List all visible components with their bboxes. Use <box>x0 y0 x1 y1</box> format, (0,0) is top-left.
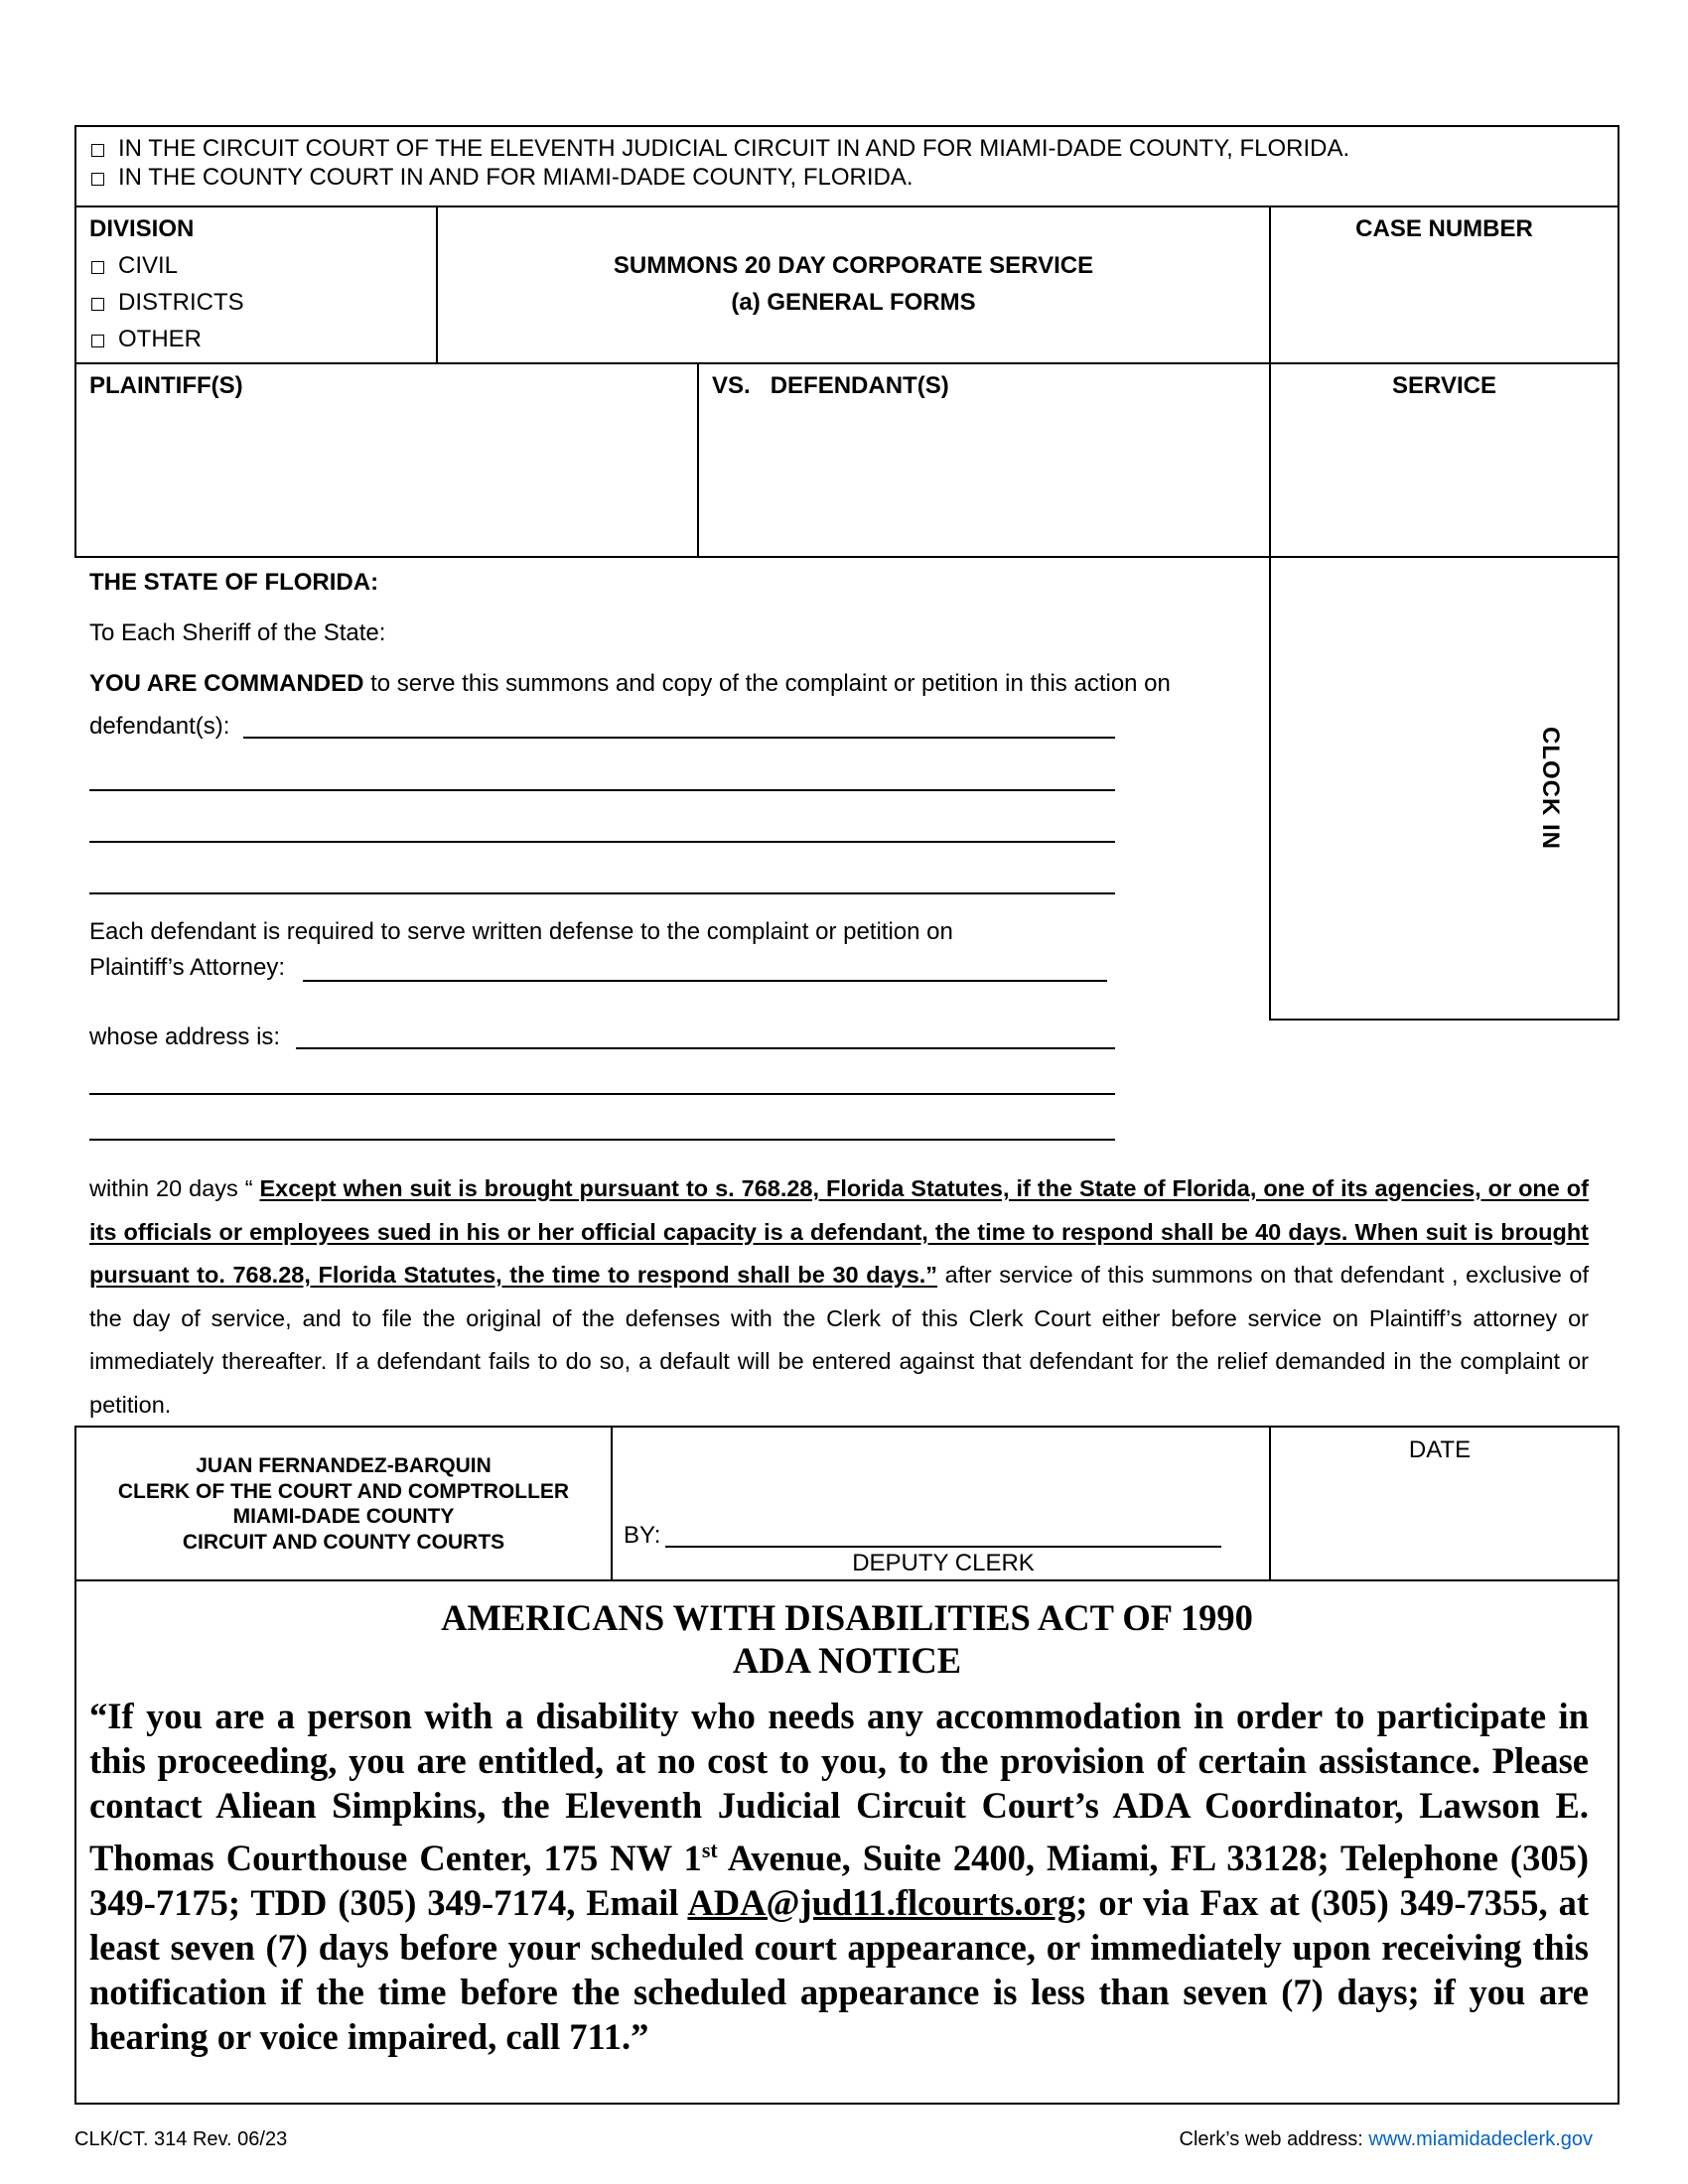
border-row2 <box>74 362 1619 364</box>
clerk-title: CLERK OF THE COURT AND COMPTROLLER <box>117 1479 570 1503</box>
form-title: SUMMONS 20 DAY CORPORATE SERVICE <box>613 252 1094 279</box>
division-option-civil[interactable]: CIVIL <box>91 251 178 280</box>
court-option-circuit[interactable]: IN THE CIRCUIT COURT OF THE ELEVENTH JUDICIAL CIRCUIT IN AND FOR MIAMI-DADE COUNTY, FLORIDA. <box>91 134 1349 163</box>
ada-text: “If you are a person with a disability who needs any accommodation in order to participate in this proceeding, you are entitled, at no cost to you, to the provision of certain assistance. Please contact Aliean Simpkins, the Eleventh Judicial Circuit Court’s ADA Coordinator, Lawson E. Thomas Courthouse Center, 175 NW 1st Avenue, Suite 2400, Miami, FL 33128; Telephone (305) 349-7175; TDD (305) 349-7174, Email ADA@jud11.flcourts.org; or via Fax at (305) 349-7355, at least seven (7) days before your scheduled court appearance, or immediately upon receiving this notification if the time before the scheduled appearance is less than seven (7) days; if you are hearing or voice impaired, call 711.” <box>89 1696 1589 2058</box>
attorney-input-line[interactable] <box>303 980 1107 982</box>
attorney-label: Plaintiff’s Attorney: <box>89 954 285 981</box>
date-label: DATE <box>1408 1436 1472 1463</box>
clerk-website-link[interactable]: www.miamidadeclerk.gov <box>1368 2128 1593 2150</box>
border-ada-bottom <box>74 2103 1619 2105</box>
defendants-input-line-4[interactable] <box>89 892 1115 894</box>
checkbox-districts[interactable] <box>91 298 104 311</box>
border-clerk-bottom <box>74 1579 1619 1581</box>
clerk-county: MIAMI-DADE COUNTY <box>232 1505 455 1528</box>
defendant-label: DEFENDANT(S) <box>770 372 949 399</box>
defendant-header <box>712 371 949 400</box>
state-heading: THE STATE OF FLORIDA: <box>89 569 379 596</box>
form-subtitle: (a) GENERAL FORMS <box>731 289 976 316</box>
case-number-field[interactable] <box>1281 248 1609 355</box>
defendant-field[interactable] <box>707 407 1263 551</box>
defendants-input-line-2[interactable] <box>89 789 1115 791</box>
checkbox-civil[interactable] <box>91 261 104 274</box>
court-option-county[interactable]: IN THE COUNTY COURT IN AND FOR MIAMI-DADE COUNTY, FLORIDA. <box>91 163 914 192</box>
border-col-division <box>436 205 438 362</box>
clerk-info <box>76 1453 611 1555</box>
clock-in-label: CLOCK IN <box>1537 727 1564 850</box>
border-left-top <box>74 125 76 558</box>
vs-label: VS. <box>712 372 751 399</box>
address-input-line-3[interactable] <box>89 1139 1115 1141</box>
border-row1 <box>74 205 1619 207</box>
ada-email-link[interactable]: ADA@jud11.flcourts.org <box>687 1882 1076 1924</box>
division-label: DIVISION <box>89 215 195 242</box>
border-right-top <box>1618 125 1619 1021</box>
web-address: Clerk’s web address: www.miamidadeclerk.gov <box>1179 2128 1593 2150</box>
address-label: whose address is: <box>89 1024 281 1050</box>
defendants-input-line-1[interactable] <box>243 737 1115 739</box>
checkbox-other[interactable] <box>91 335 104 347</box>
address-input-line-1[interactable] <box>296 1047 1115 1049</box>
division-option-districts[interactable]: DISTRICTS <box>91 288 244 317</box>
border-col-clerk <box>611 1426 613 1579</box>
deputy-signature-line[interactable] <box>665 1546 1221 1548</box>
by-label: BY: <box>624 1522 661 1549</box>
defendants-input-line-3[interactable] <box>89 841 1115 843</box>
case-number-label: CASE NUMBER <box>1355 215 1533 242</box>
border-col-vs <box>697 362 699 556</box>
response-paragraph: within 20 days “ Except when suit is brought pursuant to s. 768.28, Florida Statutes, if the State of Florida, one of its agencies, or one of its officials or employees sued in his or her official capacity is a defendant, the time to respond shall be 40 days. When suit is brought pursuant to. 768.28, Florida Statutes, the time to respond shall be 30 days.” after service of this summons on that defendant , exclusive of the day of service, and to file the original of the defenses with the Clerk of this Clerk Court either before service on Plaintiff’s attorney or immediately thereafter. If a defendant fails to do so, a default will be entered against that defendant for the relief demanded in the complaint or petition. <box>89 1175 1589 1418</box>
border-row3 <box>74 556 1619 558</box>
clerk-courts: CIRCUIT AND COUNTY COURTS <box>182 1530 505 1554</box>
sheriff-line: To Each Sheriff of the State: <box>89 619 386 646</box>
form-id: CLK/CT. 314 Rev. 06/23 <box>74 2128 288 2150</box>
deputy-clerk-label: DEPUTY CLERK <box>852 1550 1035 1576</box>
checkbox-circuit[interactable] <box>91 144 104 157</box>
checkbox-county[interactable] <box>91 173 104 186</box>
clerk-name: JUAN FERNANDEZ-BARQUIN <box>196 1454 492 1477</box>
border-top <box>74 125 1619 127</box>
border-clockin-bottom <box>1269 1019 1619 1021</box>
service-label: SERVICE <box>1392 372 1496 399</box>
commanded-line: YOU ARE COMMANDED to serve this summons and copy of the complaint or petition in this action on <box>89 670 1171 697</box>
date-field[interactable] <box>1281 1469 1609 1573</box>
division-option-other[interactable]: OTHER <box>91 325 202 353</box>
plaintiff-field[interactable] <box>84 407 688 551</box>
ada-subtitle: ADA NOTICE <box>732 1640 962 1681</box>
each-defendant-line: Each defendant is required to serve written defense to the complaint or petition on <box>89 918 953 945</box>
plaintiff-label: PLAINTIFF(S) <box>89 372 243 399</box>
ada-title: AMERICANS WITH DISABILITIES ACT OF 1990 <box>441 1597 1253 1638</box>
border-col-right <box>1269 205 1271 1021</box>
address-input-line-2[interactable] <box>89 1093 1115 1095</box>
border-right-bottom <box>1618 1426 1619 2105</box>
defendants-label: defendant(s): <box>89 713 230 740</box>
